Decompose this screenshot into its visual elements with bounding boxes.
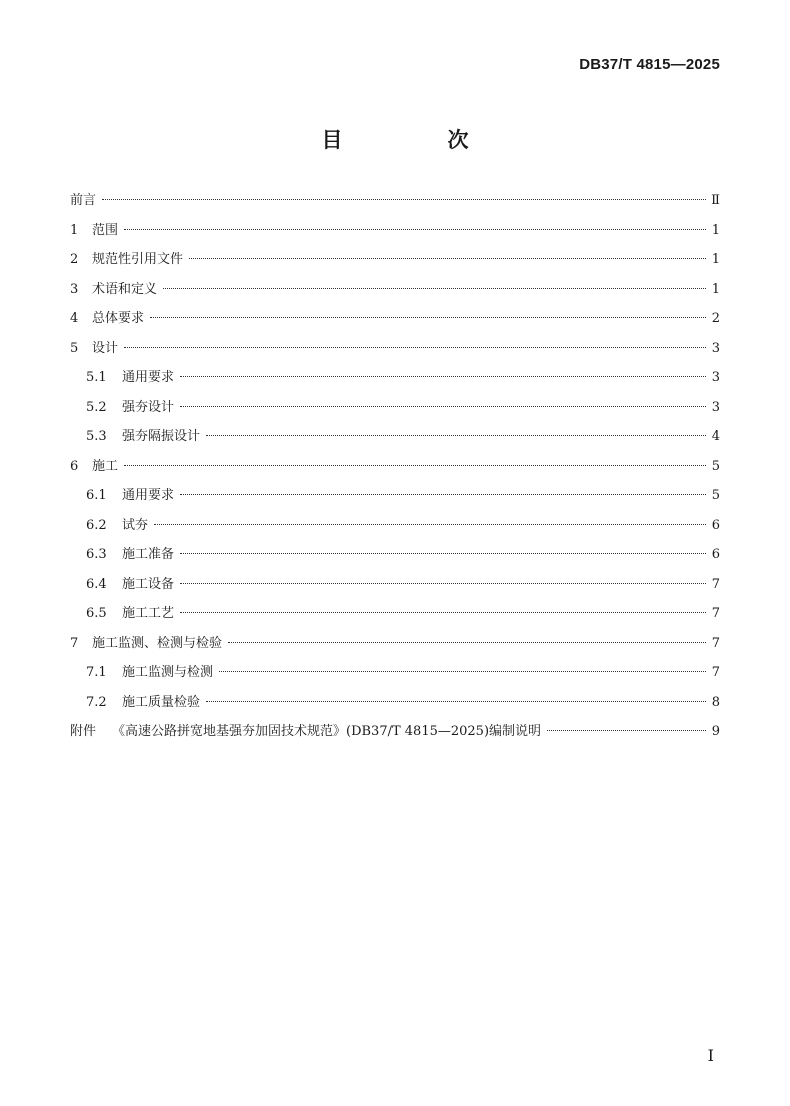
- toc-entry-page: 6: [711, 517, 720, 533]
- toc-entry[interactable]: [70, 481, 720, 511]
- toc-entry[interactable]: [70, 393, 720, 423]
- page-number: I: [707, 1046, 714, 1065]
- toc-entry-number: 7: [70, 635, 79, 651]
- toc-entry[interactable]: [70, 452, 720, 482]
- toc-entry-label: 施工质量检验: [122, 694, 201, 710]
- toc-entry-page: Ⅱ: [711, 193, 720, 208]
- toc-entry-page: 6: [711, 547, 720, 562]
- toc-entry[interactable]: [70, 540, 720, 570]
- toc-entry-label: 强夯设计: [122, 399, 175, 415]
- toc-entry-number: 6: [70, 458, 79, 474]
- toc-entry[interactable]: [70, 511, 720, 541]
- toc-entry-label: 施工准备: [122, 547, 175, 562]
- toc-entry-page: 4: [711, 429, 720, 444]
- toc-entry-page: 7: [711, 635, 720, 651]
- toc-entry[interactable]: [70, 717, 720, 747]
- toc-entry[interactable]: [70, 688, 720, 718]
- toc-entry-label: 设计: [92, 340, 119, 356]
- toc-entry-number: 附件: [70, 724, 97, 739]
- dot-leader: [219, 671, 706, 672]
- toc-entry-number: 1: [70, 222, 79, 238]
- toc-entry-number: 6.4: [86, 576, 107, 592]
- toc-entry-page: 5: [711, 458, 720, 474]
- toc-entry-label: 试夯: [122, 517, 149, 533]
- dot-leader: [206, 701, 706, 702]
- dot-leader: [180, 553, 706, 554]
- toc-entry-number: 6.3: [86, 547, 107, 562]
- dot-leader: [180, 612, 706, 613]
- toc-entry-number: 5.1: [86, 370, 107, 385]
- toc-entry-page: 3: [711, 340, 720, 356]
- toc-entry-number: 6.1: [86, 488, 107, 503]
- dot-leader: [206, 435, 706, 436]
- toc-entry-page: 1: [711, 281, 720, 297]
- toc-entry-label: 通用要求: [122, 370, 175, 385]
- toc-entry[interactable]: [70, 216, 720, 246]
- toc-entry[interactable]: [70, 570, 720, 600]
- toc-entry-page: 7: [711, 576, 720, 592]
- toc-entry-page: 9: [711, 724, 720, 739]
- toc-entry-page: 8: [711, 694, 720, 710]
- dot-leader: [102, 199, 706, 200]
- toc-entry-number: 3: [70, 281, 79, 297]
- toc-entry-page: 1: [711, 222, 720, 238]
- toc-entry[interactable]: [70, 186, 720, 216]
- dot-leader: [547, 730, 706, 731]
- toc-entry-label: 施工设备: [122, 576, 175, 592]
- toc-entry-number: 4: [70, 311, 79, 326]
- dot-leader: [163, 288, 706, 289]
- toc-entry-page: 2: [711, 311, 720, 326]
- toc-entry-label: 范围: [92, 222, 119, 238]
- toc-entry-number: 5.3: [86, 429, 107, 444]
- toc-entry-label: 施工监测与检测: [122, 665, 214, 680]
- dot-leader: [124, 347, 706, 348]
- toc-entry-label: 《高速公路拼宽地基强夯加固技术规范》(DB37/T 4815—2025)编制说明: [112, 724, 542, 739]
- document-code: DB37/T 4815—2025: [579, 56, 720, 73]
- toc-entry-page: 3: [711, 370, 720, 385]
- dot-leader: [228, 642, 706, 643]
- toc-entry-page: 3: [711, 399, 720, 415]
- dot-leader: [154, 524, 706, 525]
- toc-entry-number: 7.1: [86, 665, 107, 680]
- toc-entry[interactable]: [70, 599, 720, 629]
- toc-entry-label: 规范性引用文件: [92, 252, 184, 267]
- toc-entry[interactable]: [70, 629, 720, 659]
- dot-leader: [189, 258, 706, 259]
- dot-leader: [150, 317, 706, 318]
- toc-entry-label: 术语和定义: [92, 281, 158, 297]
- toc-entry-label: 施工: [92, 458, 119, 474]
- dot-leader: [180, 376, 706, 377]
- toc-entry[interactable]: [70, 334, 720, 364]
- toc-entry-page: 7: [711, 606, 720, 621]
- toc-entry-page: 5: [711, 488, 720, 503]
- toc-entry-page: 7: [711, 665, 720, 680]
- toc-entry-number: 5: [70, 340, 79, 356]
- toc-entry-label: 施工工艺: [122, 606, 175, 621]
- toc-entry[interactable]: [70, 422, 720, 452]
- toc-entry-number: 7.2: [86, 694, 107, 710]
- table-of-contents: [70, 186, 720, 747]
- dot-leader: [124, 229, 706, 230]
- toc-entry-number: 6.2: [86, 517, 107, 533]
- toc-entry-label: 强夯隔振设计: [122, 429, 201, 444]
- toc-entry-label: 通用要求: [122, 488, 175, 503]
- toc-entry-page: 1: [711, 252, 720, 267]
- dot-leader: [124, 465, 706, 466]
- toc-entry[interactable]: [70, 275, 720, 305]
- toc-entry-label: 总体要求: [92, 311, 145, 326]
- toc-entry-label: 施工监测、检测与检验: [92, 635, 223, 651]
- toc-title: 目 次: [321, 128, 511, 152]
- toc-entry-number: 2: [70, 252, 79, 267]
- toc-entry[interactable]: [70, 363, 720, 393]
- toc-entry-number: 5.2: [86, 399, 107, 415]
- toc-entry-label: 前言: [70, 193, 97, 208]
- dot-leader: [180, 583, 706, 584]
- dot-leader: [180, 494, 706, 495]
- toc-entry[interactable]: [70, 304, 720, 334]
- toc-entry[interactable]: [70, 658, 720, 688]
- dot-leader: [180, 406, 706, 407]
- toc-entry[interactable]: [70, 245, 720, 275]
- toc-entry-number: 6.5: [86, 606, 107, 621]
